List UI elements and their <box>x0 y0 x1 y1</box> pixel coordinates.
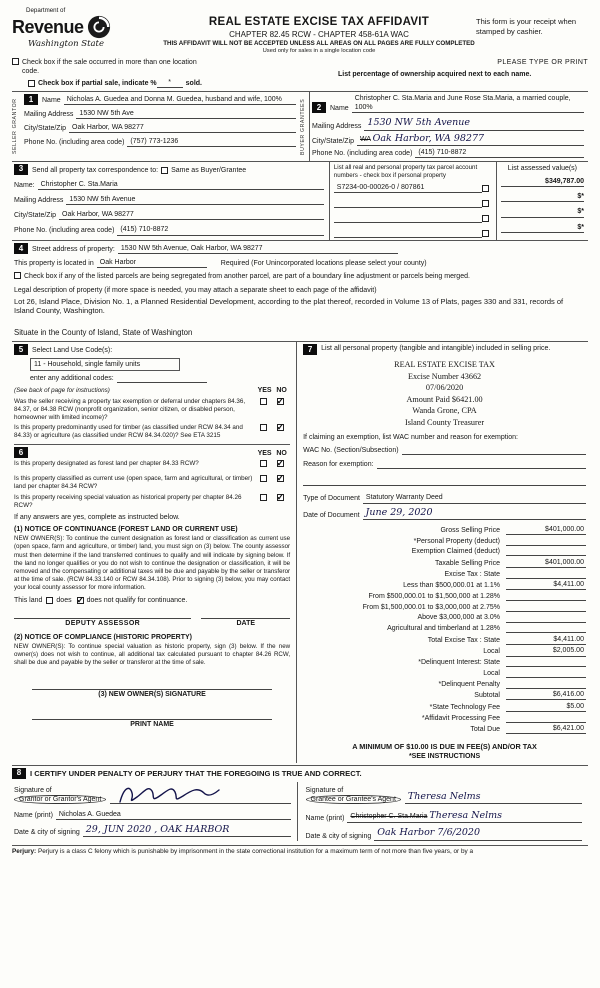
tax-row-value[interactable]: $2,005.00 <box>506 646 586 656</box>
tax-row-value[interactable] <box>506 669 586 678</box>
wac-field[interactable] <box>402 446 586 455</box>
form-title: REAL ESTATE EXCISE TAX AFFIDAVIT <box>208 16 430 28</box>
seller-address-value[interactable]: 1530 NW 5th Ave <box>76 109 296 119</box>
section-4-badge: 4 <box>14 243 28 254</box>
correspondence-name-value[interactable]: Christopher C. Sta.Maria <box>38 180 324 190</box>
additional-codes-field[interactable] <box>117 382 207 383</box>
sec6-q3-yes-checkbox[interactable] <box>260 494 267 501</box>
grantor-signature-block <box>12 782 297 841</box>
parcel-number-4[interactable] <box>334 229 482 238</box>
parcel-number-2[interactable] <box>334 199 482 208</box>
seller-citystatezip-value[interactable]: Oak Harbor, WA 98277 <box>69 123 296 133</box>
sec5-q2-yes-checkbox[interactable] <box>260 424 267 431</box>
sec5-yes-header: YES <box>257 387 272 395</box>
parcel-personal-checkbox-3[interactable] <box>482 215 489 222</box>
form-usage-note: Used only for sales in a single location code <box>262 48 376 55</box>
grantee-name-print-label: Name (print) <box>305 815 345 823</box>
assessed-value-2[interactable]: $* <box>501 192 584 202</box>
question-row <box>14 424 290 440</box>
tax-row <box>303 624 586 633</box>
parcel-number-3[interactable] <box>334 214 482 223</box>
minimum-fee-note: A MINIMUM OF $10.00 IS DUE IN FEE(S) AND/OR TAX <box>352 742 537 752</box>
logo-washington-state: Washington State <box>28 39 104 50</box>
seller-address-label: Mailing Address <box>24 111 74 119</box>
treasurer-stamp <box>303 359 586 428</box>
buyer-citystatezip-value[interactable] <box>357 133 584 146</box>
land-does-checkbox[interactable] <box>46 597 53 604</box>
same-as-buyer-label: Same as Buyer/Grantee <box>171 167 247 175</box>
sec6-q2-yes-checkbox[interactable] <box>260 475 267 482</box>
tax-row-value[interactable] <box>506 714 586 723</box>
grantee-signature-of-label: Signature of <box>305 786 344 794</box>
sec6-yes-header: YES <box>257 450 272 458</box>
seller-name-value[interactable]: Nicholas A. Guedea and Donna M. Guedea, husband and wife, 100% <box>64 95 296 105</box>
tax-row-value[interactable]: $6,421.00 <box>506 724 586 734</box>
buyer-address-value[interactable]: 1530 NW 5th Avenue <box>364 117 584 130</box>
land-use-code-select[interactable]: 11 - Household, single family units <box>30 358 180 371</box>
land-use-section <box>14 344 290 440</box>
land-does-not-label: does not qualify for continuance. <box>86 596 188 604</box>
tax-row-label: Less than $500,000.01 at 1.1% <box>403 582 500 590</box>
notice-continuance-title: (1) NOTICE OF CONTINUANCE (FOREST LAND OR CURRENT USE) <box>14 526 238 534</box>
tax-row-value[interactable] <box>506 537 586 546</box>
assessed-values-header: List assessed value(s) <box>507 165 578 173</box>
grantee-name-struck: Christopher C. Sta.Maria <box>350 812 428 820</box>
tax-row-label: *Affidavit Processing Fee <box>421 714 500 722</box>
tax-row-label: Exemption Claimed (deduct) <box>411 548 500 556</box>
section-7-badge: 7 <box>303 344 317 355</box>
tax-row <box>303 646 586 656</box>
tax-row-label: Above $3,000,000 at 3.0% <box>417 614 500 622</box>
new-owner-signature-label: (3) NEW OWNER(S) SIGNATURE <box>98 691 206 699</box>
tax-row <box>303 558 586 568</box>
buyer-phone-value[interactable]: (415) 710-8872 <box>415 148 584 158</box>
situate-line: Situate in the County of Island, State of Washington <box>14 328 193 338</box>
reason-exemption-label: Reason for exemption: <box>303 461 374 469</box>
tax-row-label: Local <box>483 648 500 656</box>
tax-row-label: *Delinquent Penalty <box>438 680 500 688</box>
reason-exemption-field[interactable] <box>377 460 586 469</box>
partial-sale-percent-field[interactable]: * <box>157 78 183 88</box>
grantee-signature-field[interactable]: Theresa Nelms <box>405 784 582 804</box>
tax-row <box>303 603 586 612</box>
legal-description-value[interactable]: Lot 26, Island Place, Division No. 1, a Planned Residential Development, according to the plat thereof, recorded in Volume 13 of Plats, pages 330 and 331, records of Island County, Washington. <box>14 296 564 316</box>
form-header <box>12 7 588 56</box>
section-6-badge: 6 <box>14 447 28 458</box>
this-land-label: This land <box>14 596 43 604</box>
legal-description-label: Legal description of property (if more space is needed, you may attach a separate sheet to each page of the affidavit) <box>14 286 377 294</box>
see-back-note: (See back of page for instructions) <box>14 387 110 395</box>
tax-row-value[interactable]: $5.00 <box>506 702 586 712</box>
partial-sale-sold-label: sold. <box>185 80 202 88</box>
grantor-name-print-value[interactable]: Nicholas A. Guedea <box>56 810 291 820</box>
correspondence-phone-value[interactable]: (415) 710-8872 <box>117 225 323 235</box>
street-address-label: Street address of property: <box>32 246 115 254</box>
personal-property-label: List all personal property (tangible and intangible) included in selling price. <box>321 345 551 353</box>
tax-row <box>303 613 586 622</box>
tax-row-value[interactable]: $6,416.00 <box>506 690 586 700</box>
tax-row <box>303 580 586 590</box>
logo-dept-of: Department of <box>26 7 66 14</box>
assessed-value-4[interactable]: $* <box>501 223 584 233</box>
document-date-value[interactable]: June 29, 2020 <box>363 507 586 520</box>
perjury-text: Perjury is a class C felony which is punishable by imprisonment in the state correctional institution for a maximum term of not more than five years, or by a <box>37 847 474 855</box>
tax-computation-table <box>303 525 586 734</box>
seller-citystatezip-label: City/State/Zip <box>24 125 67 133</box>
stamp-date: 07/06/2020 <box>425 383 464 393</box>
located-in-label: This property is located in <box>14 260 94 268</box>
tax-row-label: From $1,500,000.01 to $3,000,000 at 2.75% <box>362 603 500 611</box>
tax-row-value[interactable]: $401,000.00 <box>506 558 586 568</box>
stamp-excise-number: Excise Number 43662 <box>407 371 482 381</box>
tax-row-label: Local <box>483 669 500 677</box>
tax-row-value[interactable] <box>506 570 586 579</box>
tax-row-label: *State Technology Fee <box>429 703 500 711</box>
question-row <box>14 475 290 491</box>
buyer-name-label: Name <box>330 105 349 113</box>
tax-row-label: Gross Selling Price <box>440 526 500 534</box>
sec6-q3-text: Is this property receiving special valuation as historical property per chapter 84.26 RCW? <box>14 493 242 510</box>
buyer-phone-label: Phone No. (including area code) <box>312 150 413 158</box>
section-8-badge: 8 <box>12 768 26 779</box>
seller-name-label: Name <box>42 97 61 105</box>
tax-row-value[interactable] <box>506 680 586 689</box>
same-as-buyer-checkbox[interactable] <box>161 167 168 174</box>
tax-row-label: Agricultural and timberland at 1.28% <box>387 625 500 633</box>
document-type-value[interactable]: Statutory Warranty Deed <box>363 493 586 503</box>
buyer-citystatezip-handwritten: Oak Harbor, WA 98277 <box>372 132 485 144</box>
parcel-personal-checkbox-1[interactable] <box>482 185 489 192</box>
wac-label: WAC No. (Section/Subsection) <box>303 447 399 455</box>
land-does-label: does <box>56 596 72 604</box>
stamp-treasurer-name: Wanda Grone, CPA <box>412 406 477 416</box>
correspondence-address-label: Mailing Address <box>14 197 64 205</box>
tax-row-value[interactable] <box>506 592 586 601</box>
grantee-signature-block <box>297 782 589 841</box>
grantor-name-print-label: Name (print) <box>14 811 53 819</box>
stamp-treasurer-title: Island County Treasurer <box>404 417 485 427</box>
deputy-assessor-label: DEPUTY ASSESSOR <box>14 618 191 628</box>
segregated-label: Check box if any of the listed parcels are being segregated from another parcel, are part of a boundary line adjustment or parcels being merged. <box>24 273 470 281</box>
buyer-name-value[interactable]: Christopher C. Sta.Maria and June Rose Sta.Maria, a married couple, 100% <box>352 94 584 113</box>
located-in-value[interactable]: Oak Harbor <box>97 258 207 268</box>
sec5-q1-no-checkbox[interactable] <box>277 398 284 405</box>
tax-row-label: Taxable Selling Price <box>435 559 500 567</box>
tax-row-label: *Personal Property (deduct) <box>413 537 500 545</box>
buyer-address-label: Mailing Address <box>312 122 362 130</box>
grantee-date-city-label: Date & city of signing <box>305 832 372 840</box>
print-name-label: PRINT NAME <box>130 721 174 729</box>
question-row <box>14 460 290 471</box>
tax-row <box>303 724 586 734</box>
seller-side-label: SELLER GRANTOR <box>12 98 18 155</box>
perjury-label: Perjury: <box>12 847 37 855</box>
buyer-citystatezip-label: City/State/Zip <box>312 137 355 145</box>
tax-row-value[interactable] <box>506 614 586 623</box>
sec6-no-header: NO <box>276 450 287 458</box>
parcel-list-header: List all real and personal property tax parcel account numbers - check box if personal property <box>333 164 478 180</box>
question-row <box>14 494 290 510</box>
type-or-print-note: PLEASE TYPE OR PRINT <box>497 58 588 66</box>
correspondence-address-value[interactable]: 1530 NW 5th Avenue <box>66 195 323 205</box>
document-type-label: Type of Document <box>303 495 360 503</box>
correspondence-label: Send all property tax correspondence to: <box>32 167 159 175</box>
ownership-percentage-note: List percentage of ownership acquired next to each name. <box>338 71 532 79</box>
see-instructions-note: *SEE INSTRUCTIONS <box>408 752 481 760</box>
stamp-amount-paid: Amount Paid $6421.00 <box>406 394 483 404</box>
classification-section <box>14 444 290 729</box>
correspondence-citystatezip-label: City/State/Zip <box>14 212 57 220</box>
tax-row-value[interactable] <box>506 624 586 633</box>
stamp-title: REAL ESTATE EXCISE TAX <box>394 360 495 370</box>
property-section <box>12 240 588 338</box>
top-options <box>12 58 588 88</box>
tax-row-label: Total Due <box>470 726 500 734</box>
sec5-q1-text: Was the seller receiving a property tax exemption or deferral under chapters 84.36, 84.37, or 84.38 RCW (nonprofit organization, senior citizen, or disabled person, homeowner with limited income)? <box>14 397 246 421</box>
tax-row-value[interactable] <box>506 547 586 556</box>
tax-row-value[interactable]: $401,000.00 <box>506 525 586 535</box>
sec5-q1-yes-checkbox[interactable] <box>260 398 267 405</box>
land-does-not-checkbox[interactable] <box>77 597 84 604</box>
grantor-signature-scribble <box>114 783 224 807</box>
certification-section <box>12 765 588 841</box>
tax-row <box>303 669 586 678</box>
question-row <box>14 398 290 423</box>
buyer-section <box>310 92 588 161</box>
seller-phone-label: Phone No. (including area code) <box>24 139 125 147</box>
tax-row <box>303 537 586 546</box>
notice-compliance-body: NEW OWNER(S): To continue special valuation as historic property, sign (3) below. If the new owner(s) does not wish to continue, all additional tax calculated pursuant to chapter 84.26 RCW, shall be due and payable by the seller or transferor at the time of sale. <box>14 643 291 667</box>
parcel-personal-checkbox-4[interactable] <box>482 230 489 237</box>
form-chapter: CHAPTER 82.45 RCW - CHAPTER 458-61A WAC <box>229 29 409 39</box>
grantee-agent-label: Grantee or Grantee's Agent <box>306 795 401 804</box>
sec6-q2-text: Is this property classified as current use (open space, farm and agricultural, or timber) land per chapter 84.34 RCW? <box>14 474 253 490</box>
section-2-badge: 2 <box>312 102 326 113</box>
parties-section <box>12 91 588 161</box>
grantor-agent-label: Grantor or Grantor's Agent <box>14 795 106 804</box>
tax-row-label: *Delinquent Interest: State <box>418 659 500 667</box>
parcel-personal-checkbox-2[interactable] <box>482 200 489 207</box>
document-date-label: Date of Document <box>303 511 360 519</box>
tax-row-label: Total Excise Tax : State <box>427 636 500 644</box>
grantee-date-city-value[interactable]: Oak Harbor 7/6/2020 <box>374 827 582 840</box>
sec6-q1-yes-checkbox[interactable] <box>260 460 267 467</box>
left-column <box>12 342 297 763</box>
sec5-q2-text: Is this property predominantly used for timber (as classified under RCW 84.34 and 84.33) or agriculture (as classified under RCW 84.34.020)? See ETA 3215 <box>14 424 243 440</box>
form-warning: THIS AFFIDAVIT WILL NOT BE ACCEPTED UNLESS ALL AREAS ON ALL PAGES ARE FULLY COMPLETED <box>163 40 475 48</box>
sec6-q1-no-checkbox[interactable] <box>277 460 284 467</box>
excise-tax-section <box>297 342 588 763</box>
deputy-date-label: DATE <box>201 618 290 628</box>
grantee-name-handwritten: Theresa Nelms <box>429 809 503 821</box>
assessed-value-3[interactable]: $* <box>501 207 584 217</box>
correspondence-citystatezip-value[interactable]: Oak Harbor, WA 98277 <box>59 210 324 220</box>
sec5-no-header: NO <box>276 387 287 395</box>
sec6-q1-text: Is this property designated as forest land per chapter 84.33 RCW? <box>14 460 199 468</box>
tax-row <box>303 702 586 712</box>
multi-location-label: Check box if the sale occurred in more than one location code. <box>22 58 197 76</box>
tax-row <box>303 592 586 601</box>
tax-row <box>303 680 586 689</box>
located-required-note: Required (For Unincorporated locations please select your county) <box>220 260 427 268</box>
certify-statement: I CERTIFY UNDER PENALTY OF PERJURY THAT THE FOREGOING IS TRUE AND CORRECT. <box>30 769 362 779</box>
parcel-number-1[interactable]: S7234-00-00026-0 / 807861 <box>334 183 482 193</box>
multi-location-checkbox[interactable] <box>12 58 19 65</box>
tax-row <box>303 525 586 535</box>
land-use-label: Select Land Use Code(s): <box>32 347 113 355</box>
grantor-date-city-value[interactable]: 29, JUN 2020 , OAK HARBOR <box>83 824 291 837</box>
reason-exemption-field-2[interactable] <box>303 478 586 486</box>
tax-row <box>303 658 586 667</box>
correspondence-section <box>12 161 588 240</box>
notice-continuance-body: NEW OWNER(S): To continue the current designation as forest land or classification as current use (open space, farm and agriculture, or timber) land, you must sign on (3) below. The county assessor must then determine if the land transferred continues to qualify and will indicate by signing below. If the land no longer qualifies or you do not wish to continue the designation or classification, it will be removed and the compensating or additional taxes will be due and payable by the seller or transferor at the time of sale. (RCW 84.33.140 or RCW 84.34.108). Prior to signing (3) below, you may contact your local county assessor for more information. <box>14 535 291 591</box>
tax-row <box>303 635 586 645</box>
dor-emblem-icon <box>87 15 111 39</box>
tax-row-label: Excise Tax : State <box>444 570 500 578</box>
additional-codes-label: enter any additional codes: <box>30 375 114 383</box>
tax-row-value[interactable]: $4,411.00 <box>506 635 586 645</box>
section-3-badge: 3 <box>14 164 28 175</box>
partial-sale-label: Check box if partial sale, indicate % <box>38 80 157 88</box>
if-yes-note: If any answers are yes, complete as instructed below. <box>14 514 180 522</box>
logo-revenue: Revenue <box>12 17 84 38</box>
tax-row-value[interactable]: $4,411.00 <box>506 580 586 590</box>
new-owner-signature-line[interactable] <box>32 682 272 690</box>
tax-row-value[interactable] <box>506 658 586 667</box>
grantee-name-print-value[interactable] <box>347 810 582 823</box>
exemption-note: If claiming an exemption, list WAC number and reason for exemption: <box>303 434 519 442</box>
sec5-q2-no-checkbox[interactable] <box>277 424 284 431</box>
grantor-signature-field[interactable] <box>110 784 290 804</box>
dor-logo <box>12 7 162 56</box>
tax-row-value[interactable] <box>506 603 586 612</box>
section-1-badge: 1 <box>24 94 38 105</box>
receipt-note: This form is your receipt when stamped by cashier. <box>476 17 577 36</box>
assessed-value-1[interactable]: $349,787.00 <box>501 177 584 187</box>
tax-row <box>303 547 586 556</box>
section-5-badge: 5 <box>14 344 28 355</box>
buyer-side-label: BUYER GRANTEES <box>300 92 310 161</box>
perjury-footer <box>12 845 588 856</box>
print-name-line[interactable] <box>32 712 272 720</box>
grantor-signature-of-label: Signature of <box>14 786 52 794</box>
segregated-checkbox[interactable] <box>14 272 21 279</box>
tax-row-label: Subtotal <box>474 692 500 700</box>
correspondence-phone-label: Phone No. (including area code) <box>14 227 115 235</box>
correspondence-name-label: Name: <box>14 182 35 190</box>
buyer-citystatezip-struck: WA <box>360 135 371 143</box>
tax-row-label: From $500,000.01 to $1,500,000 at 1.28% <box>368 593 500 601</box>
notice-compliance-title: (2) NOTICE OF COMPLIANCE (HISTORIC PROPERTY) <box>14 634 192 642</box>
street-address-value[interactable]: 1530 NW 5th Avenue, Oak Harbor, WA 98277 <box>118 244 398 254</box>
sec6-q2-no-checkbox[interactable] <box>277 475 284 482</box>
tax-row <box>303 570 586 579</box>
grantor-date-city-label: Date & city of signing <box>14 829 80 837</box>
tax-row <box>303 690 586 700</box>
seller-phone-value[interactable]: (757) 773-1236 <box>127 137 296 147</box>
partial-sale-checkbox[interactable] <box>28 80 35 87</box>
seller-section <box>22 92 300 161</box>
tax-row <box>303 714 586 723</box>
main-columns <box>12 341 588 763</box>
sec6-q3-no-checkbox[interactable] <box>277 494 284 501</box>
